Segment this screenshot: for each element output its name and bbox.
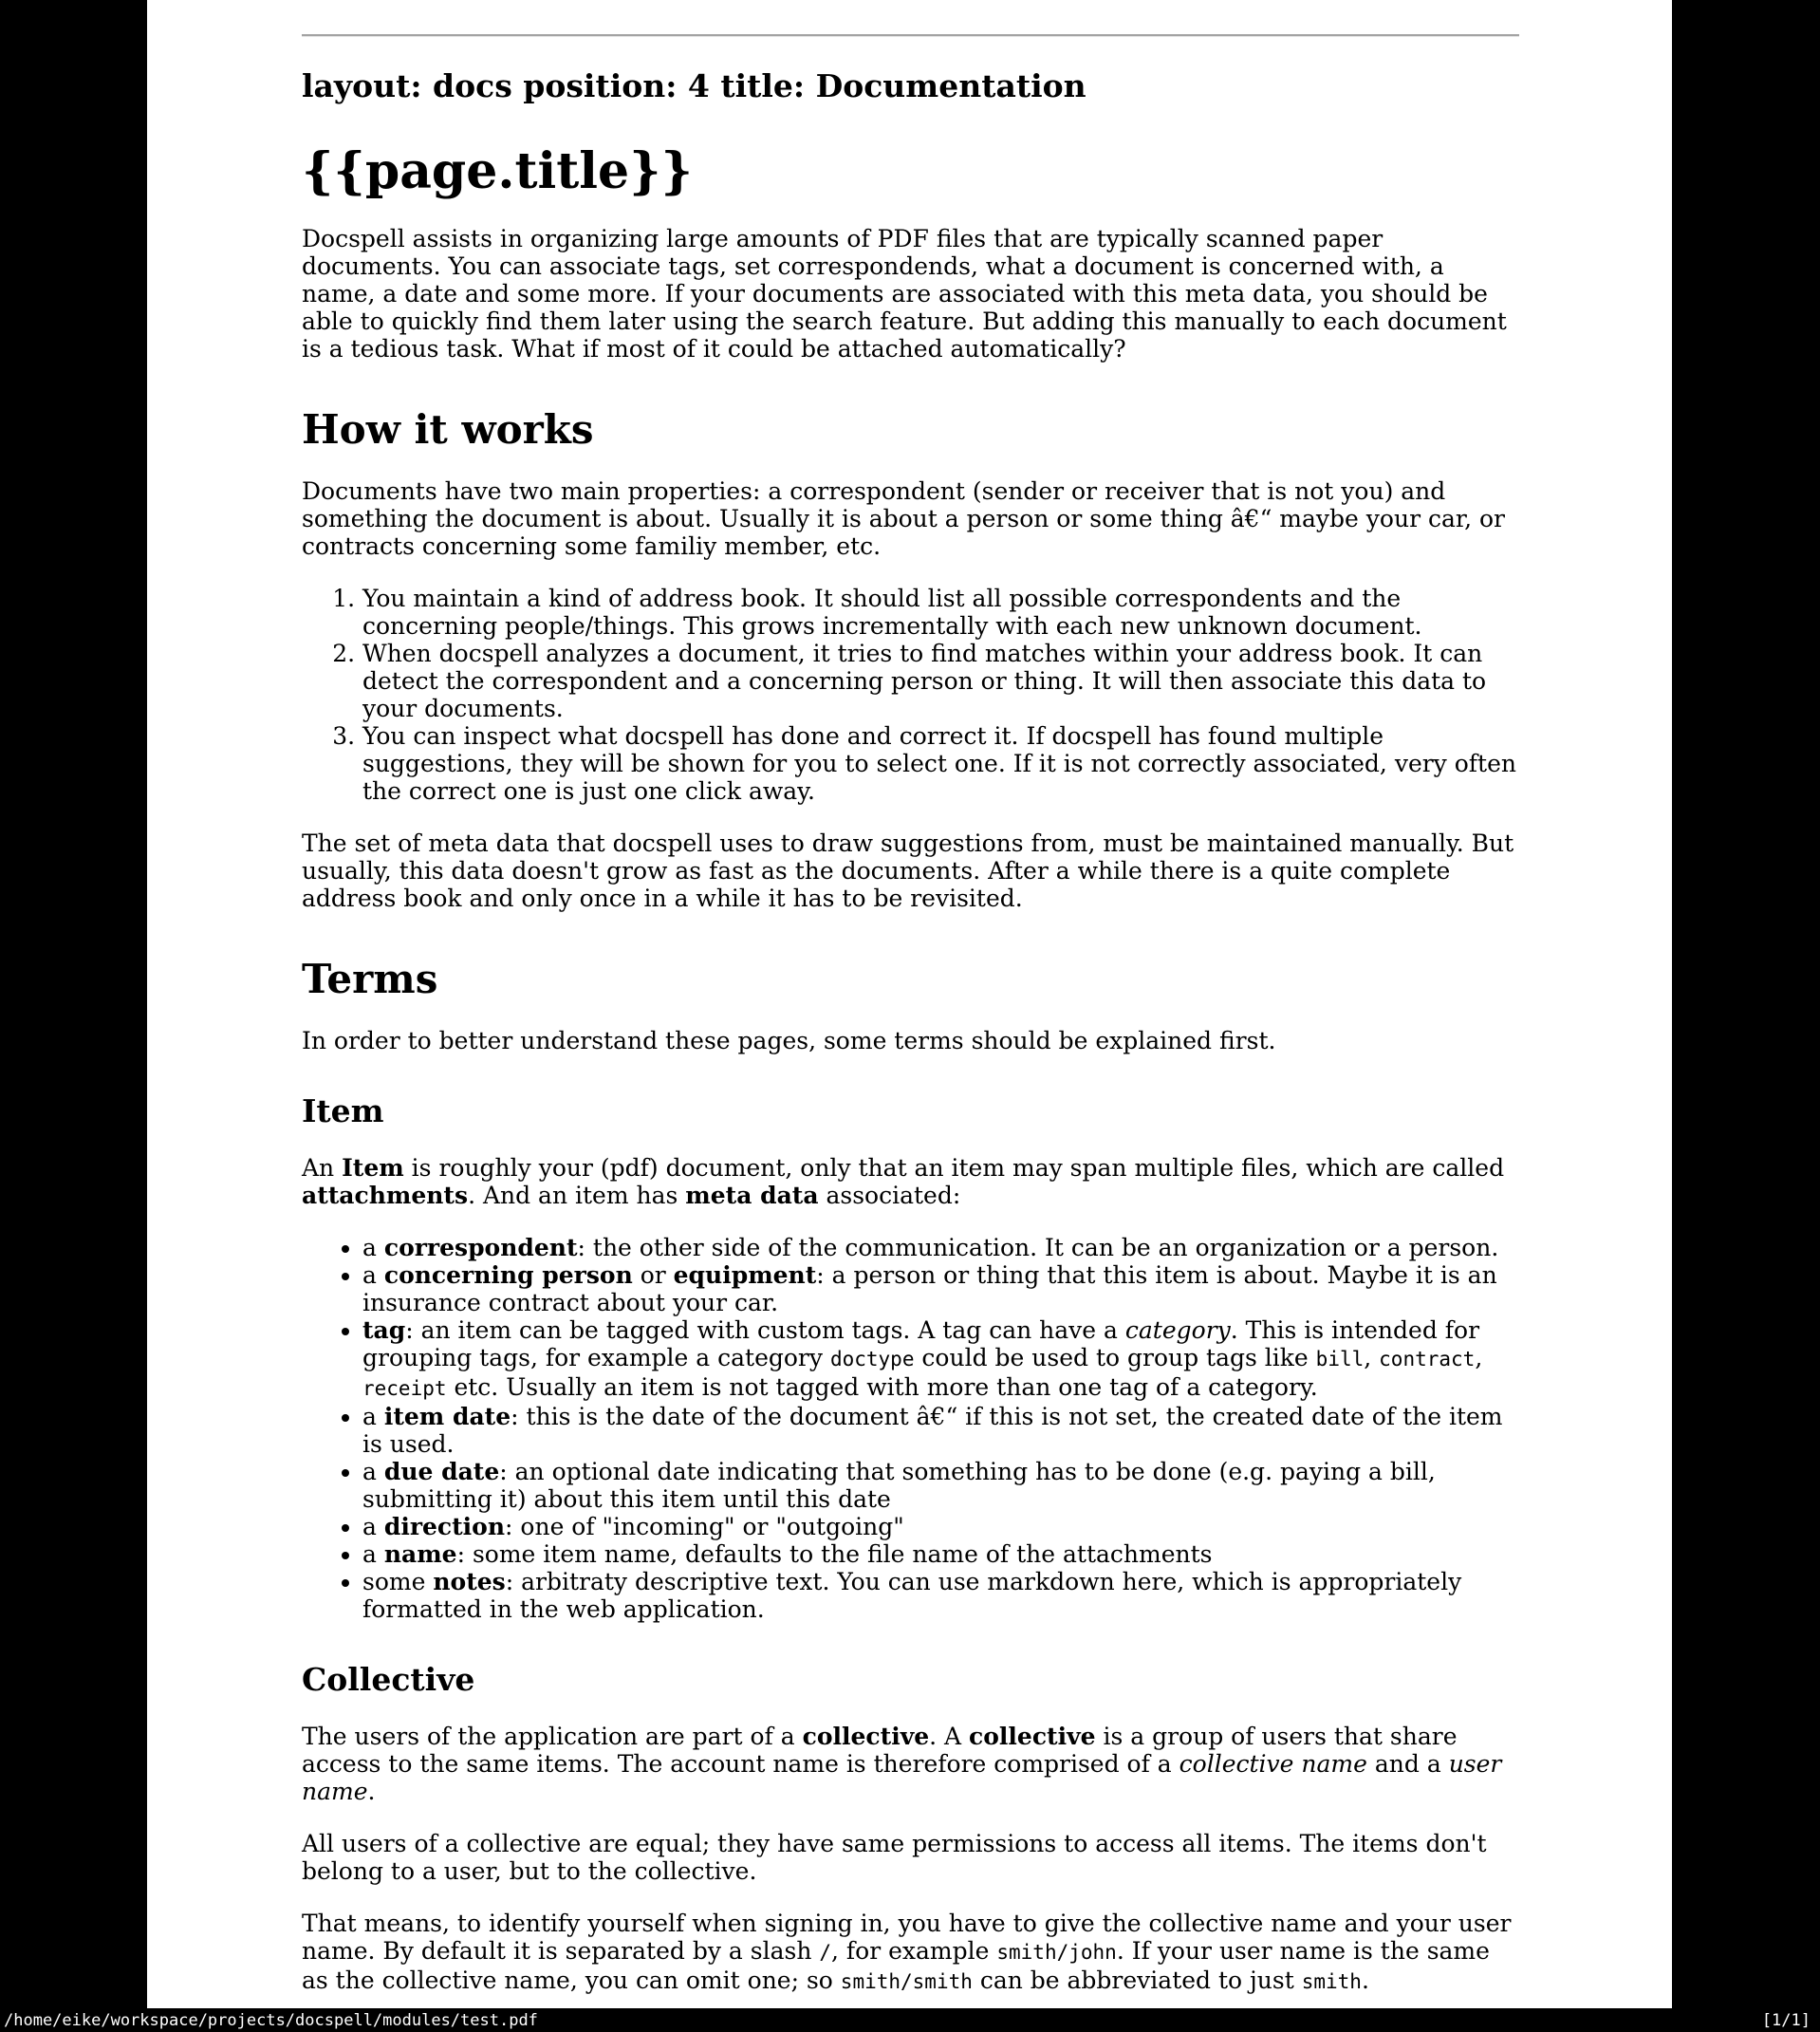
bold-text: correspondent — [383, 1234, 578, 1261]
bold-text: Item — [342, 1154, 404, 1182]
text-run: a — [362, 1458, 384, 1485]
text-run: When docspell analyzes a document, it tries to find matches within your address book. It can detect the correspondent and a concerning person or thing. It will then associate this data to your documents. — [362, 640, 1487, 722]
text-run: could be used to group tags like — [914, 1344, 1316, 1371]
text-run: is roughly your (pdf) document, only that an item may span multiple files, which are called — [403, 1154, 1505, 1182]
list-item — [362, 722, 1519, 805]
bold-text: collective — [802, 1723, 930, 1750]
italic-text: category — [1124, 1316, 1231, 1344]
text-run: , — [1475, 1344, 1483, 1371]
bold-text: meta data — [685, 1182, 819, 1209]
text-run: can be abbreviated to just — [972, 1967, 1302, 1994]
text-run: . And an item has — [468, 1182, 686, 1209]
text-run: a — [362, 1540, 384, 1568]
text-run: An — [302, 1154, 343, 1182]
text-run: Documents have two main properties: a correspondent (sender or receiver that is not you) and something the document is about. Usually it is about a person or some thing â€“ maybe your car, or contracts concerning some familiy member, etc. — [302, 477, 1505, 560]
bold-text: concerning person — [383, 1261, 633, 1289]
doc-paragraph — [302, 1910, 1519, 1996]
list-item — [362, 1458, 1519, 1513]
list-item — [362, 1316, 1519, 1403]
text-run: associated: — [818, 1182, 961, 1209]
doc-bullet-list — [302, 1234, 1519, 1623]
inline-code: doctype — [829, 1348, 915, 1370]
text-run: etc. Usually an item is not tagged with more than one tag of a category. — [446, 1373, 1318, 1401]
bold-text: notes — [433, 1568, 506, 1595]
inline-code: contract — [1379, 1348, 1476, 1370]
status-file-path: /home/eike/workspace/projects/docspell/modules/test.pdf — [4, 2010, 538, 2030]
text-run: : an item can be tagged with custom tags. A tag can have a — [405, 1316, 1125, 1344]
bold-text: attachments — [302, 1182, 469, 1209]
text-run: How it works — [302, 406, 594, 453]
list-item — [362, 1540, 1519, 1568]
bold-text: tag — [362, 1316, 406, 1344]
doc-paragraph — [302, 477, 1519, 560]
list-item — [362, 1403, 1519, 1458]
doc-intro-paragraph — [302, 225, 1519, 363]
pdf-page — [147, 0, 1672, 2008]
doc-page-title — [302, 142, 1519, 200]
horizontal-rule — [302, 34, 1519, 37]
text-run: a — [362, 1261, 384, 1289]
text-run: . — [1361, 1967, 1369, 1994]
text-run: is a group of users that share access to the same items. The account name is therefore comprised of a — [302, 1723, 1458, 1778]
text-run: or — [632, 1261, 674, 1289]
inline-code: receipt — [362, 1377, 447, 1400]
text-run: You can inspect what docspell has done and correct it. If docspell has found multiple suggestions, they will be shown for you to select one. If it is not correctly associated, very often the correct one is just one click away. — [362, 722, 1517, 805]
text-run: In order to better understand these pages, some terms should be explained first. — [302, 1027, 1276, 1054]
list-item — [362, 1513, 1519, 1540]
doc-ordered-list — [302, 585, 1519, 805]
bold-text: due date — [383, 1458, 500, 1485]
doc-heading-item — [302, 1092, 1519, 1129]
text-run: The set of meta data that docspell uses to draw suggestions from, must be maintained manually. But usually, this data doesn't grow as fast as the documents. After a while there is a quite complete address book and only once in a while it has to be revisited. — [302, 830, 1514, 912]
text-run: , for example — [831, 1937, 997, 1965]
list-item — [362, 585, 1519, 640]
text-run: a — [362, 1234, 384, 1261]
text-run: Item — [302, 1092, 384, 1129]
italic-text: collective name — [1179, 1750, 1367, 1778]
text-run: and a — [1366, 1750, 1449, 1778]
list-item — [362, 1261, 1519, 1316]
text-run: . If your user name is the same as the collective name, you can omit one; so — [302, 1937, 1490, 1994]
text-run: Terms — [302, 956, 438, 1002]
text-run: some — [362, 1568, 434, 1595]
text-run: : arbitraty descriptive text. You can use markdown here, which is appropriately formatted in the web application. — [362, 1568, 1462, 1623]
text-run: . — [367, 1778, 376, 1805]
text-run: The users of the application are part of a — [302, 1723, 803, 1750]
doc-paragraph — [302, 1154, 1519, 1209]
text-run: layout: docs position: 4 title: Documentation — [302, 67, 1086, 104]
inline-code: smith/smith — [840, 1970, 973, 1993]
text-run: : the other side of the communication. It can be an organization or a person. — [577, 1234, 1499, 1261]
doc-paragraph — [302, 1830, 1519, 1885]
status-page-indicator: [1/1] — [1761, 2010, 1811, 2030]
doc-paragraph — [302, 1027, 1519, 1054]
text-run: Docspell assists in organizing large amounts of PDF files that are typically scanned paper documents. You can associate tags, set correspondends, what a document is concerned with, a name, a date and some more. If your documents are associated with this meta data, you should be able to quickly find them later using the search feature. But adding this manually to each document is a tedious task. What if most of it could be attached automatically? — [302, 225, 1507, 363]
list-item — [362, 1234, 1519, 1261]
text-run: : one of "incoming" or "outgoing" — [505, 1513, 904, 1540]
doc-paragraph — [302, 830, 1519, 912]
text-run: Collective — [302, 1661, 475, 1698]
bold-text: equipment — [673, 1261, 817, 1289]
bold-text: name — [383, 1540, 457, 1568]
text-run: . A — [929, 1723, 970, 1750]
italic-text: user name — [302, 1750, 1502, 1805]
inline-code: / — [819, 1941, 832, 1964]
bold-text: collective — [969, 1723, 1096, 1750]
doc-front-matter-heading — [302, 67, 1519, 104]
text-run: You maintain a kind of address book. It should list all possible correspondents and the concerning people/things. This grows incrementally with each new unknown document. — [362, 585, 1422, 640]
text-run: : some item name, defaults to the file name of the attachments — [456, 1540, 1213, 1568]
text-run: a — [362, 1403, 384, 1430]
doc-heading-terms — [302, 956, 1519, 1002]
text-run: . This is intended for grouping tags, for example a category — [362, 1316, 1480, 1371]
inline-code: bill — [1315, 1348, 1365, 1370]
doc-heading-how-it-works — [302, 406, 1519, 453]
text-run: a — [362, 1513, 384, 1540]
text-run: {{page.title}} — [302, 142, 693, 200]
bold-text: direction — [383, 1513, 506, 1540]
status-bar — [0, 2008, 1820, 2032]
list-item — [362, 640, 1519, 722]
inline-code: smith/john — [996, 1941, 1117, 1964]
inline-code: smith — [1301, 1970, 1362, 1993]
doc-heading-collective — [302, 1661, 1519, 1698]
text-run: All users of a collective are equal; they have same permissions to access all items. The items don't belong to a user, but to the collective. — [302, 1830, 1487, 1885]
document-content — [302, 67, 1519, 1996]
text-run: : an optional date indicating that something has to be done (e.g. paying a bill, submitting it) about this item until this date — [362, 1458, 1436, 1513]
bold-text: item date — [383, 1403, 511, 1430]
doc-paragraph — [302, 1723, 1519, 1805]
text-run: : a person or thing that this item is about. Maybe it is an insurance contract about your car. — [362, 1261, 1497, 1316]
text-run: , — [1364, 1344, 1380, 1371]
text-run: : this is the date of the document â€“ if this is not set, the created date of the item is used. — [362, 1403, 1503, 1458]
list-item — [362, 1568, 1519, 1623]
text-run: That means, to identify yourself when signing in, you have to give the collective name and your user name. By default it is separated by a slash — [302, 1910, 1512, 1965]
